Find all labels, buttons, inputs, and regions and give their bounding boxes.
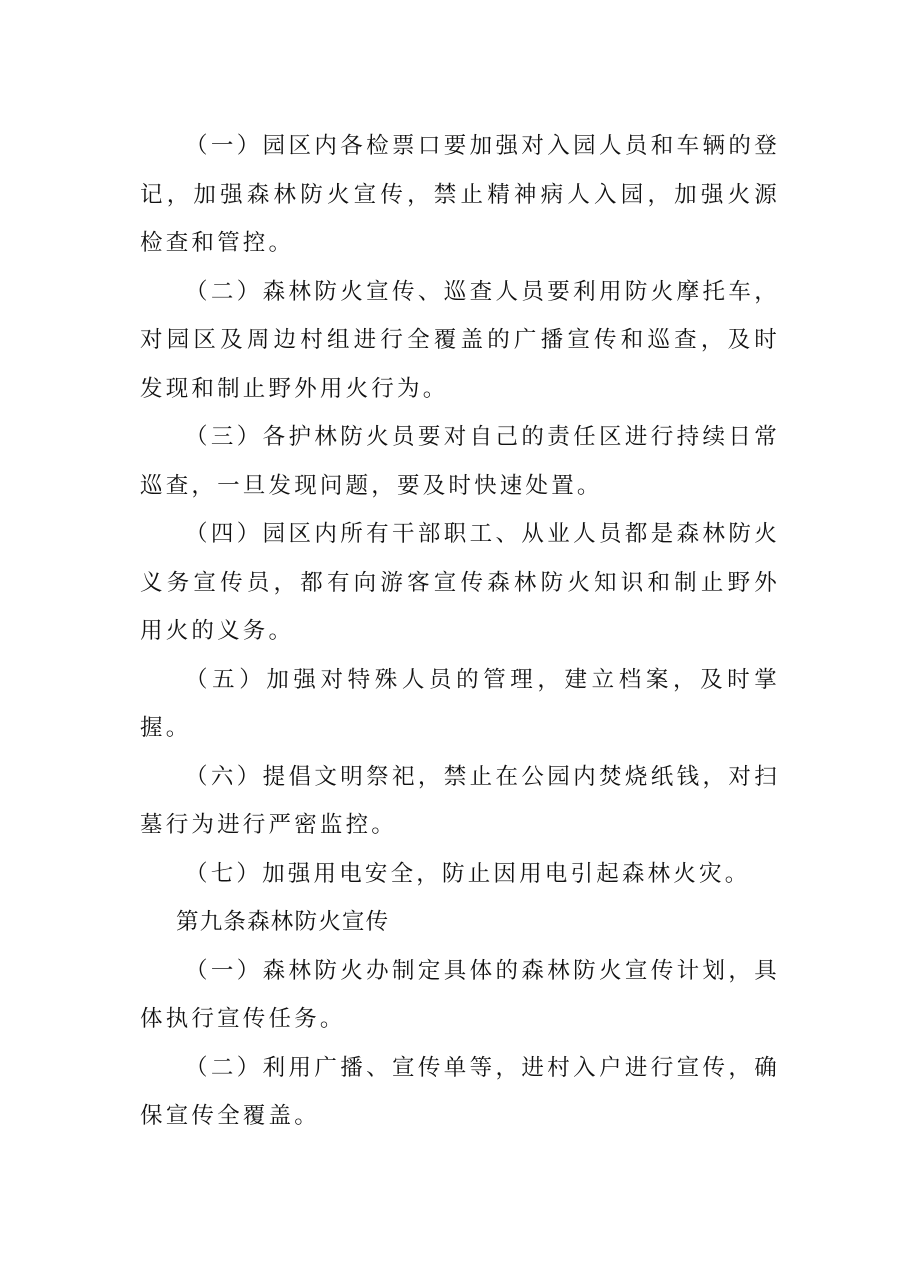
section-paragraph-2: （二）利用广播、宣传单等，进村入户进行宣传，确保宣传全覆盖。	[140, 1054, 780, 1129]
document-body	[140, 122, 780, 1141]
paragraph-3: （三）各护林防火员要对自己的责任区进行持续日常巡查，一旦发现问题，要及时快速处置。	[140, 424, 780, 499]
paragraph-5: （五）加强对特殊人员的管理，建立档案，及时掌握。	[140, 666, 780, 741]
paragraph-4: （四）园区内所有干部职工、从业人员都是森林防火义务宣传员，都有向游客宣传森林防火知识和制止野外用火的义务。	[140, 521, 780, 644]
paragraph-6: （六）提倡文明祭祀，禁止在公园内焚烧纸钱，对扫墓行为进行严密监控。	[140, 763, 780, 838]
section-paragraph-1: （一）森林防火办制定具体的森林防火宣传计划，具体执行宣传任务。	[140, 957, 780, 1032]
paragraph-7: （七）加强用电安全，防止因用电引起森林火灾。	[185, 860, 751, 887]
section-heading: 第九条森林防火宣传	[176, 909, 390, 935]
paragraph-1: （一）园区内各检票口要加强对入园人员和车辆的登记，加强森林防火宣传，禁止精神病人入园，加强火源检查和管控。	[140, 133, 780, 256]
paragraph-2: （二）森林防火宣传、巡查人员要利用防火摩托车，对园区及周边村组进行全覆盖的广播宣传和巡查，及时发现和制止野外用火行为。	[140, 278, 780, 402]
